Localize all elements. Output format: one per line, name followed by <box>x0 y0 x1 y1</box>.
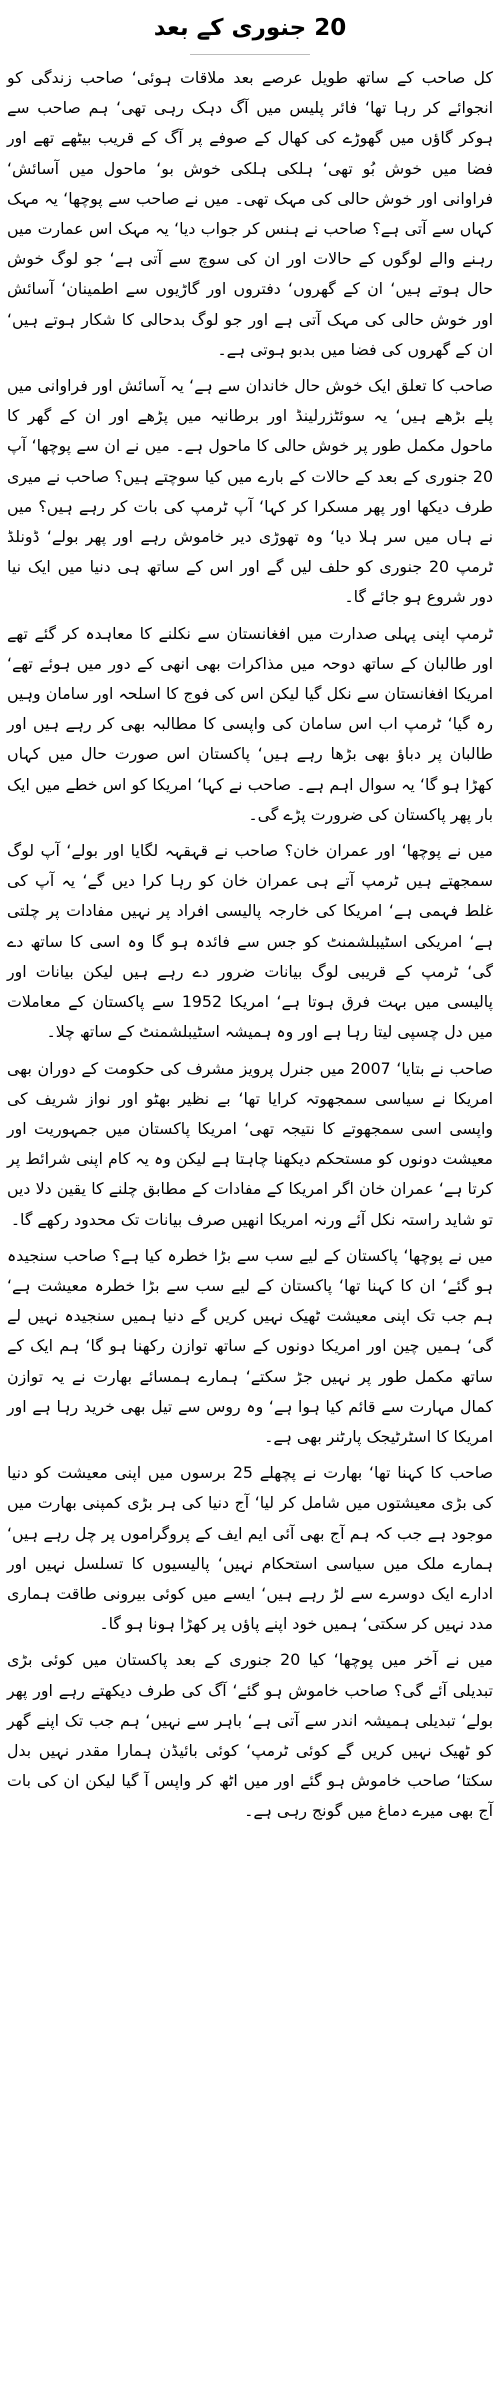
article-paragraph: صاحب کا تعلق ایک خوش حال خاندان سے ہے‘ یہ آسائش اور فراوانی میں پلے بڑھے ہیں‘ یہ سوئٹزرلینڈ اور برطانیہ میں پڑھے اور ان کے گھر کا ماحول مکمل طور پر خوش حالی کا ماحول ہے۔ میں نے ان سے پوچھا‘ آپ 20 جنوری کے بعد کے حالات کے بارے میں کیا سوچتے ہیں؟ صاحب نے میری طرف دیکھا اور پھر مسکرا کر کہا‘ آپ ٹرمپ کی بات کر رہے ہیں؟ میں نے ہاں میں سر ہلا دیا‘ وہ تھوڑی دیر خاموش رہے اور پھر بولے‘ ڈونلڈ ٹرمپ 20 جنوری کو حلف لیں گے اور اس کے ساتھ ہی دنیا میں ایک نیا دور شروع ہو جائے گا۔ <box>7 376 493 607</box>
article-paragraph: صاحب نے بتایا‘ 2007 میں جنرل پرویز مشرف کی حکومت کے دوران بھی امریکا نے سیاسی سمجھوتہ کرایا تھا‘ بے نظیر بھٹو اور نواز شریف کی واپسی اسی سمجھوتے کا نتیجہ تھی‘ امریکا پاکستان میں جمہوریت اور معیشت دونوں کو مستحکم دیکھنا چاہتا ہے لیکن وہ یہ کام اپنی شرائط پر کرتا ہے‘ عمران خان اگر امریکا کے مفادات کے مطابق چلنے کا یقین دلا دیں تو شاید راستہ نکل آئے ورنہ امریکا انھیں صرف بیانات تک محدود رکھے گا۔ <box>7 1058 493 1229</box>
article-paragraph: صاحب کا کہنا تھا‘ بھارت نے پچھلے 25 برسوں میں اپنی معیشت کو دنیا کی بڑی معیشتوں میں شامل کر لیا‘ آج دنیا کی ہر بڑی کمپنی بھارت میں موجود ہے جب کہ ہم آج بھی آئی ایم ایف کے پروگراموں پر چل رہے ہیں‘ ہمارے ملک میں سیاسی استحکام نہیں‘ پالیسیوں کا تسلسل نہیں اور ادارے ایک دوسرے سے لڑ رہے ہیں‘ ایسے میں کوئی بیرونی طاقت ہماری مدد نہیں کر سکتی‘ ہمیں خود اپنے پاؤں پر کھڑا ہونا ہو گا۔ <box>7 1463 494 1634</box>
title-divider <box>190 54 310 55</box>
article-paragraph: میں نے آخر میں پوچھا‘ کیا 20 جنوری کے بعد پاکستان میں کوئی بڑی تبدیلی آئے گی؟ صاحب خاموش ہو گئے‘ آگ کی طرف دیکھتے رہے اور پھر بولے‘ تبدیلی ہمیشہ اندر سے آتی ہے‘ باہر سے نہیں‘ ہم جب تک اپنے گھر کو ٹھیک نہیں کریں گے کوئی ٹرمپ‘ کوئی بائیڈن ہمارا مقدر نہیں بدل سکتا‘ صاحب خاموش ہو گئے اور میں اٹھ کر واپس آ گیا لیکن ان کی بات آج بھی میرے دماغ میں گونج رہی ہے۔ <box>7 1650 493 1821</box>
article-body <box>7 63 493 1827</box>
article-title: 20 جنوری کے بعد <box>153 15 347 41</box>
article-paragraph: میں نے پوچھا‘ پاکستان کے لیے سب سے بڑا خطرہ کیا ہے؟ صاحب سنجیدہ ہو گئے‘ ان کا کہنا تھا‘ پاکستان کے لیے سب سے بڑا خطرہ معیشت ہے‘ ہم جب تک اپنی معیشت ٹھیک نہیں کریں گے دنیا ہمیں سنجیدہ نہیں لے گی‘ ہمیں چین اور امریکا دونوں کے ساتھ توازن رکھنا ہو گا‘ ہم ایک کے ساتھ مکمل طور پر نہیں جڑ سکتے‘ ہمارے ہمسائے بھارت نے یہ توازن کمال مہارت سے قائم کیا ہوا ہے‘ وہ روس سے تیل بھی خرید رہا ہے اور امریکا کا اسٹرٹیجک پارٹنر بھی ہے۔ <box>7 1245 493 1446</box>
article-paragraph: میں نے پوچھا‘ اور عمران خان؟ صاحب نے قہقہہ لگایا اور بولے‘ آپ لوگ سمجھتے ہیں ٹرمپ آتے ہی عمران خان کو رہا کرا دیں گے‘ یہ آپ کی غلط فہمی ہے‘ امریکا کی خارجہ پالیسی افراد پر نہیں مفادات پر چلتی ہے‘ امریکی اسٹیبلشمنٹ کو جس سے فائدہ ہو گا وہ اسی کا ساتھ دے گی‘ ٹرمپ کے قریبی لوگ بیانات ضرور دے رہے ہیں لیکن بیانات اور پالیسی میں بہت فرق ہوتا ہے‘ امریکا 1952 سے پاکستان کے معاملات میں دل چسپی لیتا رہا ہے اور وہ ہمیشہ اسٹیبلشمنٹ کے ساتھ چلا۔ <box>7 841 493 1042</box>
article-paragraph: ٹرمپ اپنی پہلی صدارت میں افغانستان سے نکلنے کا معاہدہ کر گئے تھے اور طالبان کے ساتھ دوحہ میں مذاکرات بھی انھی کے دور میں ہوئے تھے‘ امریکا افغانستان سے نکل گیا لیکن اس کی فوج کا اسلحہ اور سامان وہیں رہ گیا‘ ٹرمپ اب اس سامان کی واپسی کا مطالبہ بھی کر رہے ہیں اور طالبان پر دباؤ بھی بڑھا رہے ہیں‘ پاکستان اس صورت حال میں کہاں کھڑا ہو گا‘ یہ سوال اہم ہے۔ صاحب نے کہا‘ امریکا کو اس خطے میں ایک بار پھر پاکستان کی ضرورت پڑے گی۔ <box>7 623 493 824</box>
article-paragraph: کل صاحب کے ساتھ طویل عرصے بعد ملاقات ہوئی‘ صاحب زندگی کو انجوائے کر رہا تھا‘ فائر پلیس میں آگ دہک رہی تھی‘ ہم صاحب سے ہوکر گاؤں میں گھوڑے کی کھال کے صوفے پر آگ کے قریب بیٹھے تھے اور فضا میں خوش بُو تھی‘ ہلکی ہلکی خوش بو‘ ماحول میں آسائش‘ فراوانی اور خوش حالی کی مہک تھی۔ میں نے صاحب سے پوچھا‘ یہ مہک کہاں سے آتی ہے؟ صاحب نے ہنس کر جواب دیا‘ یہ مہک اس عمارت میں رہنے والے لوگوں کے حالات اور ان کی سوچ سے آتی ہے‘ جو لوگ خوش حال ہوتے ہیں‘ ان کے گھروں‘ دفتروں اور گاڑیوں سے اطمینان‘ آسائش اور خوش حالی کی مہک آتی ہے اور جو لوگ بدحالی کا شکار ہوتے ہیں‘ ان کے گھروں کی فضا میں بدبو ہوتی ہے۔ <box>7 68 493 359</box>
